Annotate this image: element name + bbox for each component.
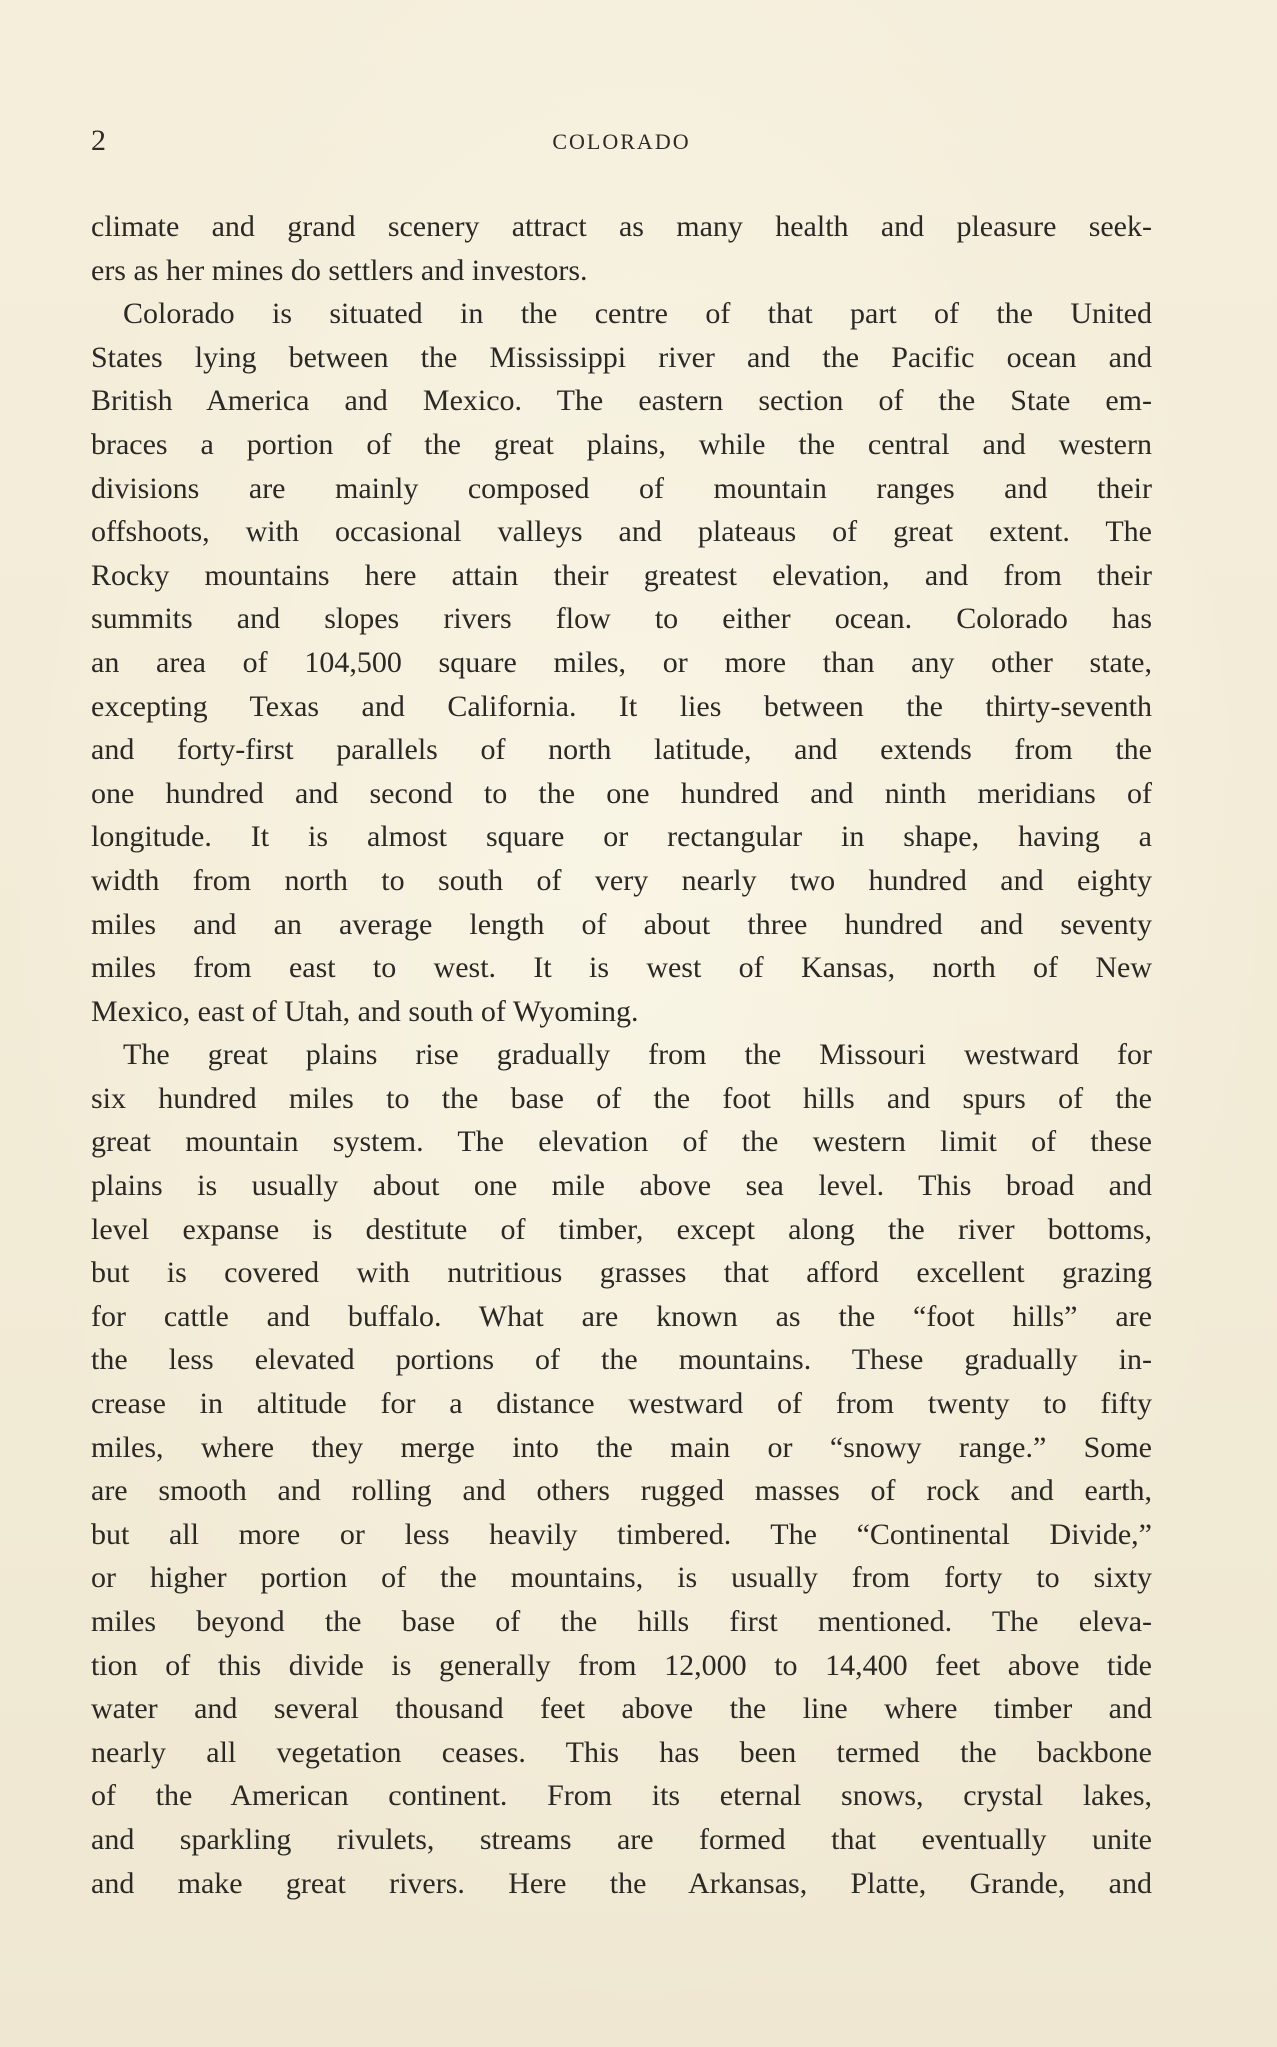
text-line: but all more or less heavily timbered. The “Continental Divide,” (91, 1517, 1152, 1551)
text-line: but is covered with nutritious grasses that afford excellent grazing (91, 1256, 1152, 1290)
text-line: an area of 104,500 square miles, or more than any other state, (91, 645, 1152, 679)
text-line: tion of this divide is generally from 12,000 to 14,400 feet above tide (91, 1648, 1152, 1682)
text-line: Colorado is situated in the centre of that part of the United (123, 297, 1152, 331)
text-line: Rocky mountains here attain their greatest elevation, and from their (91, 558, 1152, 592)
text-line: miles and an average length of about three hundred and seventy (91, 907, 1152, 941)
text-line: for cattle and buffalo. What are known as the “foot hills” are (91, 1299, 1152, 1333)
text-line: excepting Texas and California. It lies between the thirty-seventh (91, 689, 1152, 723)
text-line: offshoots, with occasional valleys and plateaus of great extent. The (91, 515, 1152, 549)
text-line: and make great rivers. Here the Arkansas, Platte, Grande, and (91, 1866, 1152, 1900)
text-line: States lying between the Mississippi river and the Pacific ocean and (91, 340, 1152, 374)
text-line: water and several thousand feet above the line where timber and (91, 1692, 1152, 1726)
text-line: width from north to south of very nearly two hundred and eighty (91, 863, 1152, 897)
text-line: plains is usually about one mile above sea level. This broad and (91, 1169, 1152, 1203)
text-line: British America and Mexico. The eastern section of the State em- (91, 384, 1152, 418)
text-line: level expanse is destitute of timber, except along the river bottoms, (91, 1212, 1152, 1246)
text-line: climate and grand scenery attract as many health and pleasure seek- (91, 210, 1152, 243)
text-line: or higher portion of the mountains, is usually from forty to sixty (91, 1561, 1152, 1595)
text-line: Mexico, east of Utah, and south of Wyoming. (91, 994, 639, 1028)
text-line: The great plains rise gradually from the Missouri westward for (123, 1038, 1152, 1072)
text-line: miles, where they merge into the main or “snowy range.” Some (91, 1430, 1152, 1464)
page-number: 2 (91, 124, 106, 157)
text-line: and forty-first parallels of north latitude, and extends from the (91, 733, 1152, 767)
text-line: six hundred miles to the base of the foot hills and spurs of the (91, 1081, 1152, 1115)
running-head: COLORADO (552, 129, 691, 154)
page-header (91, 126, 1152, 156)
text-line: and sparkling rivulets, streams are formed that eventually unite (91, 1822, 1152, 1856)
text-line: divisions are mainly composed of mountain ranges and their (91, 471, 1152, 505)
text-line: of the American continent. From its eternal snows, crystal lakes, (91, 1779, 1152, 1813)
text-line: summits and slopes rivers flow to either ocean. Colorado has (91, 602, 1152, 636)
text-line: longitude. It is almost square or rectangular in shape, having a (91, 820, 1152, 854)
text-line: the less elevated portions of the mountains. These gradually in- (91, 1343, 1152, 1377)
text-line: crease in altitude for a distance westward of from twenty to fifty (91, 1387, 1152, 1421)
text-line: braces a portion of the great plains, while the central and western (91, 427, 1152, 461)
text-line: are smooth and rolling and others rugged masses of rock and earth, (91, 1474, 1152, 1508)
text-line: ers as her mines do settlers and investors. (91, 253, 588, 287)
text-line: great mountain system. The elevation of the western limit of these (91, 1125, 1152, 1159)
text-line: nearly all vegetation ceases. This has been termed the backbone (91, 1735, 1152, 1769)
text-line: miles from east to west. It is west of Kansas, north of New (91, 951, 1152, 985)
text-line: miles beyond the base of the hills first mentioned. The eleva- (91, 1605, 1152, 1638)
text-line: one hundred and second to the one hundred and ninth meridians of (91, 776, 1152, 810)
body-text (91, 205, 1152, 1905)
